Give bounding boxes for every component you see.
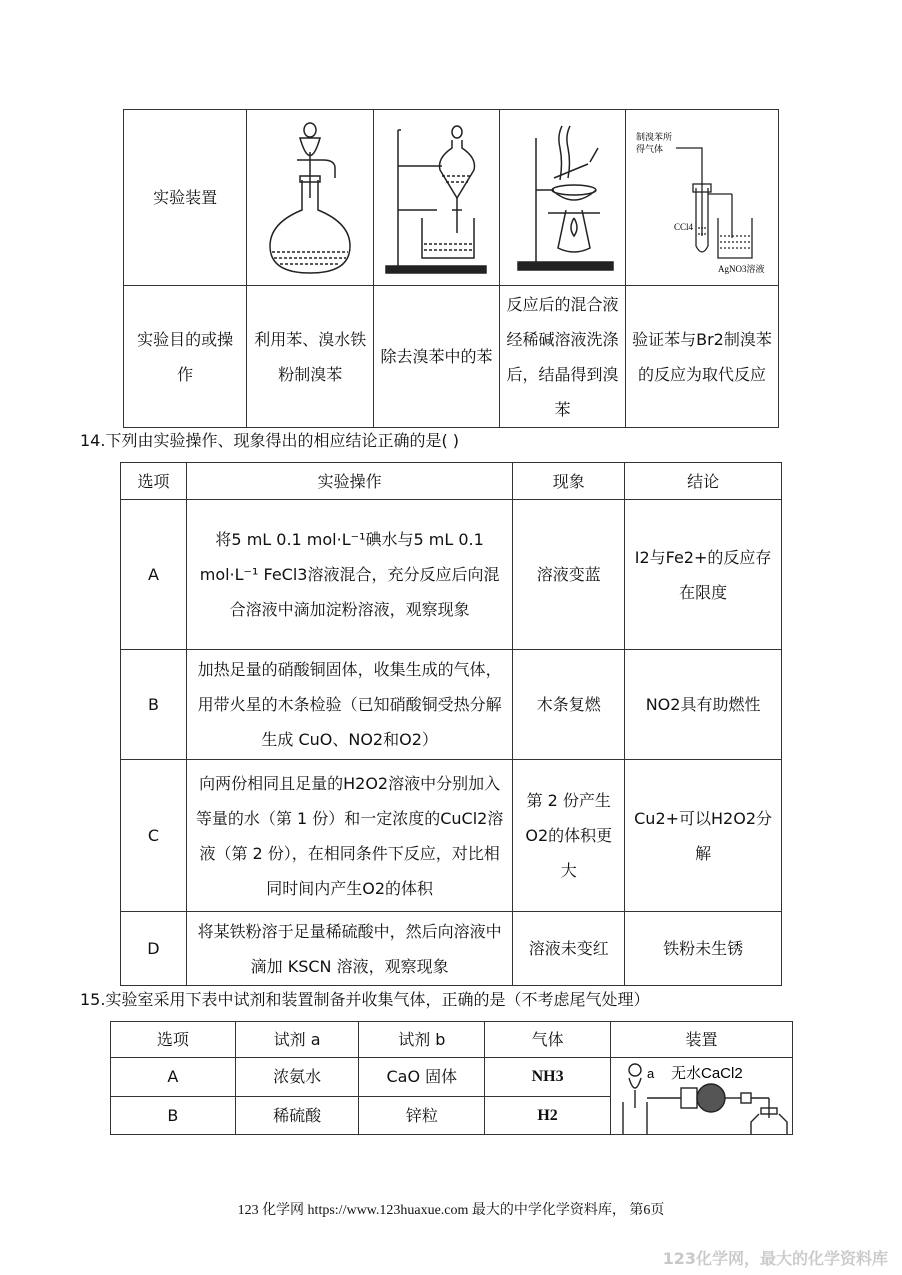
- gas-label-1: 制溴苯所: [635, 131, 672, 142]
- apparatus-flask: [247, 110, 374, 286]
- reagent-a-label: a: [647, 1066, 655, 1081]
- q15-apparatus: [610, 1058, 792, 1135]
- gas-a: NH3: [485, 1058, 611, 1097]
- conclusion-d: 铁粉未生锈: [625, 912, 782, 986]
- option-c: C: [121, 760, 187, 912]
- table-row: [121, 912, 782, 986]
- option-b: B: [111, 1096, 236, 1135]
- option-a: A: [121, 500, 187, 650]
- header-operation: 实验操作: [186, 463, 512, 500]
- operation-c: 向两份相同且足量的H2O2溶液中分别加入等量的水（第 1 份）和一定浓度的CuCl2溶液（第 2 份），在相同条件下反应，对比相同时间内产生O2的体积: [186, 760, 512, 912]
- op-cell-2: 除去溴苯中的苯: [374, 286, 500, 428]
- page-footer: 123 化学网 https://www.123huaxue.com 最大的中学化学资料库， 第6页: [237, 1203, 665, 1218]
- q14-table: [120, 462, 782, 986]
- phenomenon-b: 木条复燃: [513, 650, 625, 760]
- question-14: 14.下列由实验操作、现象得出的相应结论正确的是( ): [80, 431, 460, 450]
- header-apparatus: 装置: [610, 1022, 792, 1058]
- table-row: [121, 650, 782, 760]
- conclusion-c: Cu2+可以H2O2分解: [625, 760, 782, 912]
- reagent-a-b: 稀硫酸: [235, 1096, 359, 1135]
- header-conclusion: 结论: [625, 463, 782, 500]
- apparatus-evaporation: [500, 110, 626, 286]
- header-option: 选项: [121, 463, 187, 500]
- phenomenon-d: 溶液未变红: [513, 912, 625, 986]
- row-label-apparatus: 实验装置: [124, 110, 247, 286]
- op-cell-4: 验证苯与Br2制溴苯的反应为取代反应: [625, 286, 778, 428]
- q15-table: [110, 1021, 793, 1135]
- watermark: 123化学网，最大的化学资料库: [662, 1249, 888, 1268]
- apparatus-gas-test: [625, 110, 778, 286]
- option-d: D: [121, 912, 187, 986]
- cacl2-label: 无水CaCl2: [671, 1065, 744, 1082]
- op-cell-3: 反应后的混合液经稀碱溶液洗涤后，结晶得到溴苯: [500, 286, 626, 428]
- agno3-label: AgNO3溶液: [717, 263, 765, 274]
- table-row: [111, 1058, 793, 1097]
- header-reagent-b: 试剂 b: [359, 1022, 485, 1058]
- op-cell-1: 利用苯、溴水铁粉制溴苯: [247, 286, 374, 428]
- reagent-a-a: 浓氨水: [235, 1058, 359, 1097]
- reagent-b-b: 锌粒: [359, 1096, 485, 1135]
- option-b: B: [121, 650, 187, 760]
- operation-d: 将某铁粉溶于足量稀硫酸中，然后向溶液中滴加 KSCN 溶液，观察现象: [186, 912, 512, 986]
- phenomenon-a: 溶液变蓝: [513, 500, 625, 650]
- header-option: 选项: [111, 1022, 236, 1058]
- row-label-purpose: 实验目的或操作: [124, 286, 247, 428]
- conclusion-b: NO2具有助燃性: [625, 650, 782, 760]
- option-a: A: [111, 1058, 236, 1097]
- table-row: [121, 500, 782, 650]
- header-reagent-a: 试剂 a: [235, 1022, 359, 1058]
- header-gas: 气体: [485, 1022, 611, 1058]
- gas-b: H2: [485, 1096, 611, 1135]
- phenomenon-c: 第 2 份产生O2的体积更大: [513, 760, 625, 912]
- apparatus-separatory-funnel: [374, 110, 500, 286]
- gas-label-2: 得气体: [635, 143, 663, 154]
- ccl4-label: CCl4: [673, 221, 693, 232]
- conclusion-a: I2与Fe2+的反应存在限度: [625, 500, 782, 650]
- q13-table: [123, 109, 779, 428]
- question-15: 15.实验室采用下表中试剂和装置制备并收集气体，正确的是（不考虑尾气处理）: [80, 990, 650, 1009]
- operation-a: 将5 mL 0.1 mol·L⁻¹碘水与5 mL 0.1 mol·L⁻¹ FeCl3溶液混合，充分反应后向混合溶液中滴加淀粉溶液，观察现象: [186, 500, 512, 650]
- table-row: [121, 760, 782, 912]
- reagent-b-a: CaO 固体: [359, 1058, 485, 1097]
- header-phenomenon: 现象: [513, 463, 625, 500]
- operation-b: 加热足量的硝酸铜固体，收集生成的气体，用带火星的木条检验（已知硝酸铜受热分解生成 CuO、NO2和O2）: [186, 650, 512, 760]
